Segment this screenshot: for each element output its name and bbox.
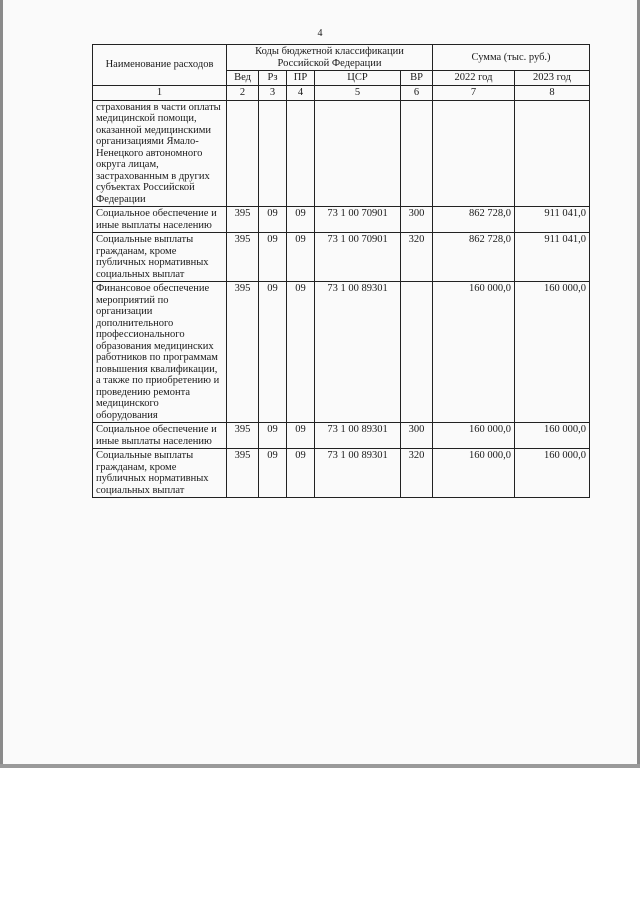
budget-table <box>92 44 590 498</box>
row-csr: 73 1 00 70901 <box>315 233 401 282</box>
row-csr <box>315 100 401 207</box>
row-name: Социальные выплаты гражданам, кроме публичных нормативных социальных выплат <box>93 449 227 498</box>
table-row <box>93 100 590 207</box>
table-row <box>93 449 590 498</box>
row-ved: 395 <box>227 233 259 282</box>
row-ved: 395 <box>227 282 259 423</box>
table-row <box>93 423 590 449</box>
table-row <box>93 282 590 423</box>
header-csr: ЦСР <box>315 71 401 86</box>
header-2023: 2023 год <box>515 71 590 86</box>
row-name: Финансовое обеспечение мероприятий по организации дополнительного профессионального образования медицинских работников по программам повышения квалификации, а также по приобретению и проведению ремонта медицинского оборудования <box>93 282 227 423</box>
header-rz: Рз <box>259 71 287 86</box>
col-number: 6 <box>401 85 433 100</box>
column-number-row <box>93 85 590 100</box>
row-vr: 300 <box>401 423 433 449</box>
row-csr: 73 1 00 89301 <box>315 282 401 423</box>
row-vr: 320 <box>401 449 433 498</box>
page-left-edge <box>0 0 3 768</box>
col-number: 5 <box>315 85 401 100</box>
row-name: Социальное обеспечение и иные выплаты населению <box>93 423 227 449</box>
col-number: 3 <box>259 85 287 100</box>
header-name: Наименование расходов <box>93 45 227 86</box>
row-sum-2022: 160 000,0 <box>433 449 515 498</box>
row-csr: 73 1 00 89301 <box>315 423 401 449</box>
row-pr: 09 <box>287 233 315 282</box>
row-pr <box>287 100 315 207</box>
row-rz <box>259 100 287 207</box>
header-sum-group: Сумма (тыс. руб.) <box>433 45 590 71</box>
header-pr: ПР <box>287 71 315 86</box>
header-2022: 2022 год <box>433 71 515 86</box>
col-number: 7 <box>433 85 515 100</box>
row-pr: 09 <box>287 207 315 233</box>
col-number: 1 <box>93 85 227 100</box>
row-csr: 73 1 00 70901 <box>315 207 401 233</box>
row-name: страхования в части оплаты медицинской помощи, оказанной медицинскими организациями Ямало-Ненецкого автономного округа лицам, застрахованным в других субъектах Российской Федерации <box>93 100 227 207</box>
table-row <box>93 233 590 282</box>
row-name: Социальное обеспечение и иные выплаты населению <box>93 207 227 233</box>
row-csr: 73 1 00 89301 <box>315 449 401 498</box>
row-ved: 395 <box>227 207 259 233</box>
row-sum-2023 <box>515 100 590 207</box>
header-ved: Вед <box>227 71 259 86</box>
row-rz: 09 <box>259 282 287 423</box>
row-ved: 395 <box>227 449 259 498</box>
row-rz: 09 <box>259 207 287 233</box>
row-pr: 09 <box>287 282 315 423</box>
col-number: 2 <box>227 85 259 100</box>
row-pr: 09 <box>287 449 315 498</box>
row-rz: 09 <box>259 233 287 282</box>
row-vr: 300 <box>401 207 433 233</box>
row-vr <box>401 100 433 207</box>
row-sum-2023: 911 041,0 <box>515 207 590 233</box>
page-number: 4 <box>317 28 323 39</box>
row-sum-2023: 160 000,0 <box>515 423 590 449</box>
row-vr: 320 <box>401 233 433 282</box>
row-rz: 09 <box>259 423 287 449</box>
row-sum-2023: 160 000,0 <box>515 449 590 498</box>
row-rz: 09 <box>259 449 287 498</box>
col-number: 4 <box>287 85 315 100</box>
header-vr: ВР <box>401 71 433 86</box>
row-pr: 09 <box>287 423 315 449</box>
row-sum-2022: 160 000,0 <box>433 423 515 449</box>
row-name: Социальные выплаты гражданам, кроме публичных нормативных социальных выплат <box>93 233 227 282</box>
row-ved <box>227 100 259 207</box>
row-sum-2023: 911 041,0 <box>515 233 590 282</box>
row-sum-2022: 862 728,0 <box>433 207 515 233</box>
row-sum-2023: 160 000,0 <box>515 282 590 423</box>
row-sum-2022: 862 728,0 <box>433 233 515 282</box>
row-sum-2022 <box>433 100 515 207</box>
row-vr <box>401 282 433 423</box>
row-ved: 395 <box>227 423 259 449</box>
col-number: 8 <box>515 85 590 100</box>
page-bottom-edge <box>0 764 640 768</box>
header-codes-group: Коды бюджетной классификации Российской Федерации <box>227 45 433 71</box>
row-sum-2022: 160 000,0 <box>433 282 515 423</box>
table-row <box>93 207 590 233</box>
